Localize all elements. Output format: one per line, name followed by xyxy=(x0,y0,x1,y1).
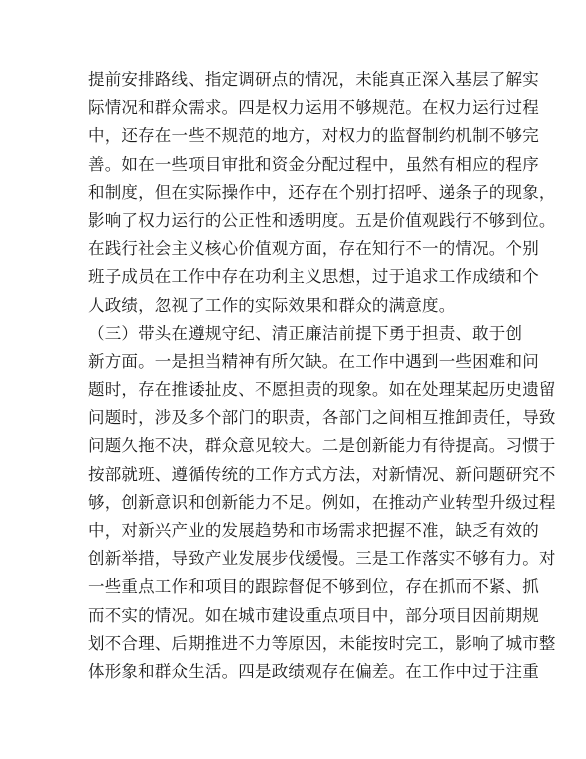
text-line-8: 班子成员在工作中存在功利主义思想，过于追求工作成绩和个 xyxy=(88,267,539,287)
body-text xyxy=(88,66,556,686)
text-line-7: 在践行社会主义核心价值观方面，存在知行不一的情况。个别 xyxy=(88,239,539,259)
text-line-13: 问题时，涉及多个部门的职责，各部门之间相互推卸责任，导致 xyxy=(88,408,556,428)
text-line-14: 问题久拖不决，群众意见较大。二是创新能力有待提高。习惯于 xyxy=(88,436,556,456)
text-line-5: 和制度，但在实际操作中，还存在个别打招呼、递条子的现象， xyxy=(88,182,556,202)
text-line-6: 影响了权力运行的公正性和透明度。五是价值观践行不够到位。 xyxy=(88,210,556,230)
text-line-18: 创新举措，导致产业发展步伐缓慢。三是工作落实不够有力。对 xyxy=(88,549,556,569)
text-line-17: 中，对新兴产业的发展趋势和市场需求把握不准，缺乏有效的 xyxy=(88,521,539,540)
text-line-2: 际情况和群众需求。四是权力运用不够规范。在权力运行过程 xyxy=(88,98,539,118)
text-line-4: 善。如在一些项目审批和资金分配过程中，虽然有相应的程序 xyxy=(88,154,539,174)
text-line-11: 新方面。一是担当精神有所欠缺。在工作中遇到一些困难和问 xyxy=(88,351,539,371)
text-line-1: 提前安排路线、指定调研点的情况，未能真正深入基层了解实 xyxy=(88,70,539,89)
text-line-20: 而不实的情况。如在城市建设重点项目中，部分项目因前期规 xyxy=(88,605,539,625)
text-line-22: 体形象和群众生活。四是政绩观存在偏差。在工作中过于注重 xyxy=(88,661,539,681)
text-line-12: 题时，存在推诿扯皮、不愿担责的现象。如在处理某起历史遗留 xyxy=(88,380,556,400)
text-line-21: 划不合理、后期推进不力等原因，未能按时完工，影响了城市整 xyxy=(88,633,556,653)
text-line-9: 人政绩，忽视了工作的实际效果和群众的满意度。 xyxy=(88,295,456,315)
text-line-19: 一些重点工作和项目的跟踪督促不够到位，存在抓而不紧、抓 xyxy=(88,577,539,597)
text-line-10: （三）带头在遵规守纪、清正廉洁前提下勇于担责、敢于创 xyxy=(88,323,523,343)
text-line-16: 够，创新意识和创新能力不足。例如，在推动产业转型升级过程 xyxy=(88,492,556,512)
text-line-15: 按部就班、遵循传统的工作方式方法，对新情况、新问题研究不 xyxy=(88,464,556,484)
text-line-3: 中，还存在一些不规范的地方，对权力的监督制约机制不够完 xyxy=(88,126,539,146)
